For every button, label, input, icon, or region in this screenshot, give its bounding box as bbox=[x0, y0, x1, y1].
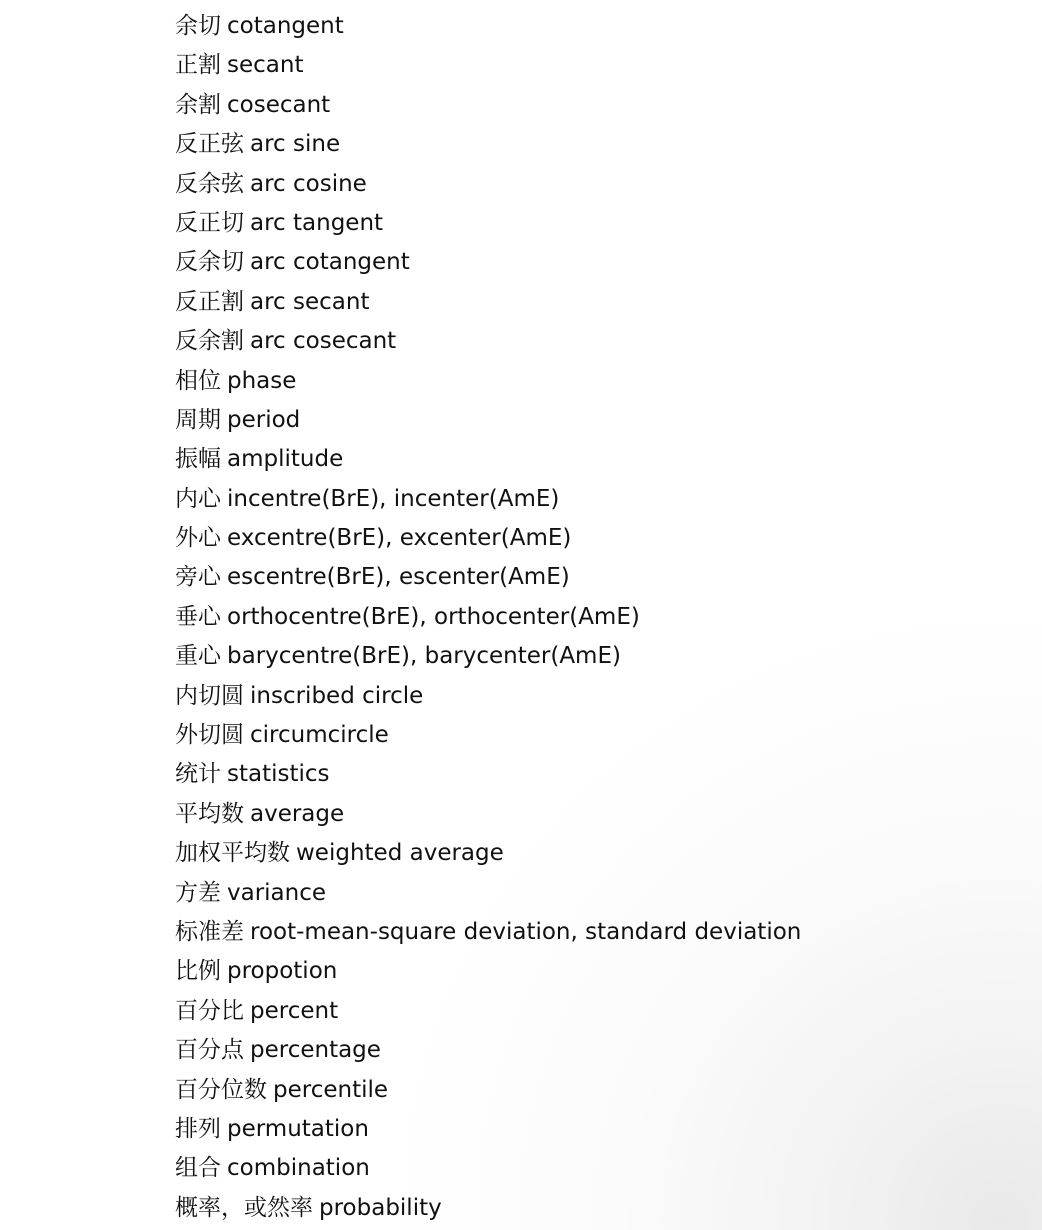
glossary-entry bbox=[175, 7, 801, 46]
chinese-term: 周期 bbox=[175, 406, 221, 433]
english-term: percentile bbox=[273, 1076, 389, 1103]
english-term: arc sine bbox=[250, 131, 341, 158]
english-term: arc tangent bbox=[250, 209, 384, 236]
english-term: circumcircle bbox=[250, 722, 389, 749]
chinese-term: 方差 bbox=[175, 879, 221, 906]
glossary-entry bbox=[175, 362, 801, 401]
english-term: cosecant bbox=[227, 91, 331, 118]
glossary-entry bbox=[175, 46, 801, 85]
chinese-term: 内心 bbox=[175, 485, 221, 512]
glossary-entry bbox=[175, 243, 801, 282]
glossary-entry bbox=[175, 401, 801, 440]
english-term: escentre(BrE), escenter(AmE) bbox=[227, 564, 570, 591]
glossary-list bbox=[175, 7, 801, 1228]
chinese-term: 垂心 bbox=[175, 603, 221, 630]
glossary-entry bbox=[175, 1071, 801, 1110]
english-term: percent bbox=[250, 997, 339, 1024]
chinese-term: 排列 bbox=[175, 1115, 221, 1142]
english-term: probability bbox=[319, 1194, 442, 1221]
chinese-term: 统计 bbox=[175, 761, 221, 788]
english-term: percentage bbox=[250, 1037, 381, 1064]
english-term: variance bbox=[227, 879, 327, 906]
glossary-entry bbox=[175, 1149, 801, 1188]
glossary-entry bbox=[175, 992, 801, 1031]
english-term: cotangent bbox=[227, 13, 344, 39]
glossary-entry bbox=[175, 480, 801, 519]
chinese-term: 标准差 bbox=[175, 918, 244, 945]
chinese-term: 百分比 bbox=[175, 997, 244, 1024]
glossary-entry bbox=[175, 558, 801, 597]
glossary-entry bbox=[175, 913, 801, 952]
glossary-entry bbox=[175, 952, 801, 991]
english-term: phase bbox=[227, 367, 297, 394]
english-term: inscribed circle bbox=[250, 682, 424, 709]
english-term: arc secant bbox=[250, 288, 370, 315]
glossary-entry bbox=[175, 874, 801, 913]
glossary-entry bbox=[175, 1189, 801, 1228]
glossary-entry bbox=[175, 204, 801, 243]
glossary-entry bbox=[175, 1110, 801, 1149]
chinese-term: 百分点 bbox=[175, 1037, 244, 1064]
glossary-entry bbox=[175, 677, 801, 716]
chinese-term: 反正切 bbox=[175, 209, 244, 236]
english-term: barycentre(BrE), barycenter(AmE) bbox=[227, 643, 621, 670]
english-term: orthocentre(BrE), orthocenter(AmE) bbox=[227, 603, 640, 630]
chinese-term: 反余割 bbox=[175, 328, 244, 355]
glossary-entry bbox=[175, 834, 801, 873]
english-term: statistics bbox=[227, 761, 330, 788]
chinese-term: 正割 bbox=[175, 52, 221, 79]
chinese-term: 内切圆 bbox=[175, 682, 244, 709]
english-term: period bbox=[227, 406, 301, 433]
english-term: arc cosine bbox=[250, 170, 367, 197]
english-term: excentre(BrE), excenter(AmE) bbox=[227, 525, 572, 552]
english-term: incentre(BrE), incenter(AmE) bbox=[227, 485, 560, 512]
chinese-term: 组合 bbox=[175, 1155, 221, 1182]
english-term: arc cosecant bbox=[250, 328, 397, 355]
english-term: secant bbox=[227, 52, 304, 79]
chinese-term: 平均数 bbox=[175, 800, 244, 827]
glossary-entry bbox=[175, 440, 801, 479]
glossary-entry bbox=[175, 755, 801, 794]
chinese-term: 余割 bbox=[175, 91, 221, 118]
chinese-term: 百分位数 bbox=[175, 1076, 267, 1103]
glossary-entry bbox=[175, 322, 801, 361]
glossary-entry bbox=[175, 795, 801, 834]
chinese-term: 比例 bbox=[175, 958, 221, 985]
chinese-term: 概率，或然率 bbox=[175, 1194, 313, 1221]
english-term: amplitude bbox=[227, 446, 344, 473]
chinese-term: 旁心 bbox=[175, 564, 221, 591]
english-term: permutation bbox=[227, 1115, 369, 1142]
chinese-term: 外心 bbox=[175, 525, 221, 552]
glossary-entry bbox=[175, 598, 801, 637]
glossary-entry bbox=[175, 86, 801, 125]
chinese-term: 加权平均数 bbox=[175, 840, 290, 867]
chinese-term: 重心 bbox=[175, 643, 221, 670]
chinese-term: 反余弦 bbox=[175, 170, 244, 197]
glossary-entry bbox=[175, 165, 801, 204]
glossary-entry bbox=[175, 519, 801, 558]
chinese-term: 振幅 bbox=[175, 446, 221, 473]
chinese-term: 外切圆 bbox=[175, 722, 244, 749]
english-term: weighted average bbox=[296, 840, 504, 867]
english-term: combination bbox=[227, 1155, 370, 1182]
chinese-term: 余切 bbox=[175, 13, 221, 39]
glossary-entry bbox=[175, 1031, 801, 1070]
english-term: propotion bbox=[227, 958, 338, 985]
chinese-term: 相位 bbox=[175, 367, 221, 394]
english-term: root-mean-square deviation, standard deviation bbox=[250, 918, 802, 945]
glossary-entry bbox=[175, 125, 801, 164]
english-term: average bbox=[250, 800, 345, 827]
chinese-term: 反正割 bbox=[175, 288, 244, 315]
chinese-term: 反余切 bbox=[175, 249, 244, 276]
glossary-entry bbox=[175, 283, 801, 322]
glossary-entry bbox=[175, 637, 801, 676]
english-term: arc cotangent bbox=[250, 249, 410, 276]
glossary-entry bbox=[175, 716, 801, 755]
chinese-term: 反正弦 bbox=[175, 131, 244, 158]
